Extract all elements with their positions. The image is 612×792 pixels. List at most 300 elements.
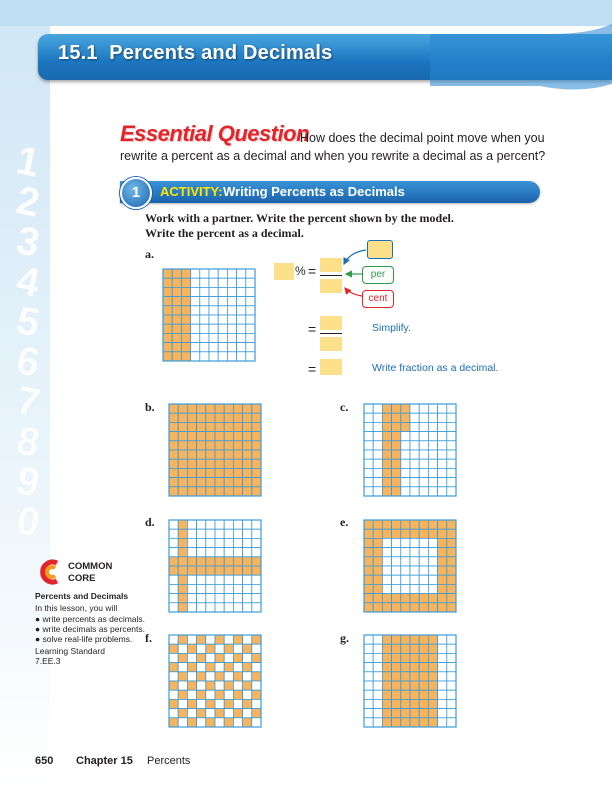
simplified-numerator-box[interactable] <box>320 316 342 330</box>
grid-cell <box>215 709 224 718</box>
grid-cell <box>373 690 382 699</box>
grid-cell <box>237 343 246 352</box>
grid-cell <box>419 644 428 653</box>
grid-cell <box>169 566 178 575</box>
grid-cell <box>224 441 233 450</box>
grid-cell <box>373 575 382 584</box>
grid-cell <box>163 333 172 342</box>
grid-cell <box>215 529 224 538</box>
grid-cell <box>209 287 218 296</box>
grid-cell <box>169 487 178 496</box>
grid-cell <box>181 306 190 315</box>
grid-cell <box>392 699 401 708</box>
grid-cell <box>197 644 206 653</box>
grid-cell <box>392 529 401 538</box>
grid-cell <box>252 672 261 681</box>
grid-cell <box>169 478 178 487</box>
grid-cell <box>246 343 255 352</box>
grid-cell <box>243 566 252 575</box>
grid-cell <box>206 538 215 547</box>
grid-cell <box>419 709 428 718</box>
grid-cell <box>218 306 227 315</box>
grid-cell <box>187 548 196 557</box>
grid-cell <box>233 681 242 690</box>
grid-cell <box>218 352 227 361</box>
grid-cell <box>373 450 382 459</box>
grid-cell <box>401 459 410 468</box>
grid-cell <box>447 557 456 566</box>
grid-cell <box>187 566 196 575</box>
grid-cell <box>252 432 261 441</box>
grid-cell <box>252 487 261 496</box>
grid-cell <box>392 718 401 727</box>
decimal-note: Write fraction as a decimal. <box>372 362 499 374</box>
grid-cell <box>215 404 224 413</box>
grid-cell <box>224 699 233 708</box>
common-core-logo-icon <box>35 557 65 587</box>
grid-cell <box>252 594 261 603</box>
grid-cell <box>233 594 242 603</box>
grid-cell <box>392 603 401 612</box>
grid-cell <box>428 468 437 477</box>
grid-cell <box>428 548 437 557</box>
grid-cell <box>392 557 401 566</box>
percent-sign: % <box>295 264 306 278</box>
grid-cell <box>178 575 187 584</box>
grid-cell <box>206 584 215 593</box>
grid-cell <box>243 644 252 653</box>
grid-cell <box>364 653 373 662</box>
grid-cell <box>191 306 200 315</box>
grid-cell <box>392 690 401 699</box>
grid-cell <box>237 324 246 333</box>
grid-cell <box>237 333 246 342</box>
grid-cell <box>419 450 428 459</box>
grid-cell <box>227 315 236 324</box>
grid-cell <box>392 681 401 690</box>
equals-sign-1: = <box>308 263 317 279</box>
grid-cell <box>206 468 215 477</box>
grid-cell <box>392 663 401 672</box>
activity-title: Writing Percents as Decimals <box>223 184 405 199</box>
grid-cell <box>382 548 391 557</box>
grid-cell <box>364 584 373 593</box>
grid-cell <box>428 450 437 459</box>
grid-cell <box>215 478 224 487</box>
grid-cell <box>218 297 227 306</box>
grid-cell <box>169 681 178 690</box>
grid-cell <box>169 603 178 612</box>
grid-cell <box>215 432 224 441</box>
grid-cell <box>401 520 410 529</box>
grid-cell <box>191 315 200 324</box>
grid-cell <box>364 441 373 450</box>
grid-cell <box>447 404 456 413</box>
grid-cell <box>206 422 215 431</box>
grid-cell <box>252 690 261 699</box>
grid-cell <box>243 690 252 699</box>
grid-cell <box>364 575 373 584</box>
grid-cell <box>410 487 419 496</box>
grid-cell <box>178 663 187 672</box>
grid-cell <box>419 548 428 557</box>
grid-cell <box>447 584 456 593</box>
grid-cell <box>410 468 419 477</box>
grid-cell <box>401 663 410 672</box>
grid-cell <box>392 709 401 718</box>
side-digit: 3 <box>12 218 44 266</box>
simplify-note: Simplify. <box>372 322 411 334</box>
fraction-bar-2 <box>320 333 342 334</box>
grid-cell <box>428 672 437 681</box>
grid-cell <box>197 422 206 431</box>
grid-cell <box>178 468 187 477</box>
grid-cell <box>224 653 233 662</box>
grid-cell <box>169 718 178 727</box>
grid-cell <box>373 709 382 718</box>
grid-cell <box>206 635 215 644</box>
part-label-a: a. <box>145 247 154 261</box>
grid-cell <box>233 672 242 681</box>
grid-cell <box>224 450 233 459</box>
grid-cell <box>163 306 172 315</box>
grid-cell <box>392 441 401 450</box>
lesson-number: 15.1 <box>58 42 98 64</box>
grid-cell <box>206 718 215 727</box>
grid-cell <box>233 690 242 699</box>
grid-cell <box>215 557 224 566</box>
grid-cell <box>401 681 410 690</box>
grid-cell <box>233 422 242 431</box>
grid-cell <box>233 478 242 487</box>
grid-cell <box>169 709 178 718</box>
grid-cell <box>178 566 187 575</box>
grid-cell <box>382 635 391 644</box>
hundred-grid-d <box>168 519 262 613</box>
simplified-denominator-box[interactable] <box>320 337 342 351</box>
grid-cell <box>392 422 401 431</box>
grid-cell <box>373 566 382 575</box>
grid-cell <box>382 644 391 653</box>
grid-cell <box>233 404 242 413</box>
grid-cell <box>218 324 227 333</box>
grid-cell <box>200 333 209 342</box>
grid-cell <box>410 709 419 718</box>
grid-cell <box>237 278 246 287</box>
grid-cell <box>197 404 206 413</box>
grid-cell <box>191 278 200 287</box>
grid-cell <box>200 324 209 333</box>
grid-cell <box>191 333 200 342</box>
grid-cell <box>163 269 172 278</box>
grid-cell <box>224 672 233 681</box>
cc-standard-code: 7.EE.3 <box>35 656 61 666</box>
grid-cell <box>169 663 178 672</box>
grid-cell <box>410 432 419 441</box>
grid-cell <box>410 520 419 529</box>
grid-cell <box>187 681 196 690</box>
grid-cell <box>172 297 181 306</box>
grid-cell <box>252 478 261 487</box>
decimal-answer-box[interactable] <box>320 359 342 375</box>
grid-cell <box>364 603 373 612</box>
grid-cell <box>392 548 401 557</box>
grid-cell <box>419 487 428 496</box>
grid-cell <box>169 690 178 699</box>
grid-cell <box>410 566 419 575</box>
grid-cell <box>187 413 196 422</box>
grid-cell <box>200 315 209 324</box>
grid-cell <box>373 635 382 644</box>
grid-cell <box>224 468 233 477</box>
grid-cell <box>364 468 373 477</box>
grid-cell <box>438 529 447 538</box>
grid-cell <box>224 584 233 593</box>
grid-cell <box>224 459 233 468</box>
grid-cell <box>243 520 252 529</box>
side-digit: 5 <box>12 298 44 346</box>
grid-cell <box>438 709 447 718</box>
part-label-c: c. <box>340 400 349 414</box>
grid-cell <box>215 653 224 662</box>
grid-cell <box>172 315 181 324</box>
grid-cell <box>401 538 410 547</box>
grid-cell <box>428 413 437 422</box>
grid-cell <box>163 324 172 333</box>
grid-cell <box>172 306 181 315</box>
grid-cell <box>227 287 236 296</box>
grid-cell <box>447 644 456 653</box>
grid-cell <box>373 594 382 603</box>
grid-cell <box>246 333 255 342</box>
grid-cell <box>215 566 224 575</box>
grid-cell <box>392 653 401 662</box>
grid-cell <box>206 441 215 450</box>
grid-cell <box>215 413 224 422</box>
grid-cell <box>392 635 401 644</box>
grid-cell <box>438 575 447 584</box>
grid-cell <box>438 690 447 699</box>
grid-cell <box>438 404 447 413</box>
grid-cell <box>178 404 187 413</box>
grid-cell <box>233 699 242 708</box>
grid-cell <box>187 575 196 584</box>
grid-cell <box>206 450 215 459</box>
grid-cell <box>438 432 447 441</box>
grid-cell <box>252 404 261 413</box>
grid-cell <box>392 459 401 468</box>
grid-cell <box>163 315 172 324</box>
grid-cell <box>169 529 178 538</box>
grid-cell <box>224 681 233 690</box>
grid-cell <box>237 297 246 306</box>
grid-cell <box>410 672 419 681</box>
grid-cell <box>382 699 391 708</box>
grid-cell <box>169 635 178 644</box>
grid-cell <box>233 603 242 612</box>
grid-cell <box>392 478 401 487</box>
grid-cell <box>178 487 187 496</box>
grid-cell <box>227 333 236 342</box>
grid-cell <box>447 468 456 477</box>
grid-cell <box>178 478 187 487</box>
grid-cell <box>252 644 261 653</box>
grid-cell <box>373 663 382 672</box>
grid-cell <box>373 644 382 653</box>
grid-cell <box>218 333 227 342</box>
grid-cell <box>252 529 261 538</box>
grid-cell <box>419 653 428 662</box>
grid-cell <box>163 352 172 361</box>
grid-cell <box>410 603 419 612</box>
grid-cell <box>209 333 218 342</box>
grid-cell <box>187 557 196 566</box>
grid-cell <box>181 315 190 324</box>
grid-cell <box>224 548 233 557</box>
grid-cell <box>428 404 437 413</box>
header-background <box>0 0 612 26</box>
grid-cell <box>252 413 261 422</box>
grid-cell <box>364 487 373 496</box>
grid-cell <box>364 690 373 699</box>
grid-cell <box>438 699 447 708</box>
grid-cell <box>233 529 242 538</box>
grid-cell <box>419 635 428 644</box>
grid-cell <box>233 487 242 496</box>
grid-cell <box>447 520 456 529</box>
grid-cell <box>197 594 206 603</box>
grid-cell <box>187 603 196 612</box>
grid-cell <box>428 718 437 727</box>
grid-cell <box>200 278 209 287</box>
grid-cell <box>243 468 252 477</box>
grid-cell <box>178 594 187 603</box>
hundred-grid-c <box>363 403 457 497</box>
grid-cell <box>197 548 206 557</box>
hundred-grid-a <box>162 268 256 362</box>
grid-cell <box>197 718 206 727</box>
grid-cell <box>373 520 382 529</box>
percent-answer-box[interactable] <box>274 263 294 280</box>
grid-cell <box>373 699 382 708</box>
per-tag: per <box>362 266 394 284</box>
grid-cell <box>364 557 373 566</box>
grid-cell <box>215 575 224 584</box>
grid-cell <box>178 441 187 450</box>
grid-cell <box>218 287 227 296</box>
grid-cell <box>209 343 218 352</box>
grid-cell <box>428 422 437 431</box>
side-digit: 1 <box>12 138 44 186</box>
grid-cell <box>438 487 447 496</box>
grid-cell <box>169 594 178 603</box>
grid-cell <box>252 699 261 708</box>
grid-cell <box>419 584 428 593</box>
grid-cell <box>233 413 242 422</box>
grid-cell <box>401 548 410 557</box>
grid-cell <box>197 478 206 487</box>
grid-cell <box>419 699 428 708</box>
grid-cell <box>428 566 437 575</box>
grid-cell <box>438 681 447 690</box>
grid-cell <box>401 566 410 575</box>
grid-cell <box>419 690 428 699</box>
grid-cell <box>200 297 209 306</box>
grid-cell <box>438 478 447 487</box>
grid-cell <box>187 635 196 644</box>
grid-cell <box>382 584 391 593</box>
grid-cell <box>410 681 419 690</box>
grid-cell <box>215 690 224 699</box>
grid-cell <box>206 529 215 538</box>
grid-cell <box>243 548 252 557</box>
grid-cell <box>215 538 224 547</box>
grid-cell <box>206 575 215 584</box>
grid-cell <box>224 575 233 584</box>
grid-cell <box>233 468 242 477</box>
grid-cell <box>252 635 261 644</box>
grid-cell <box>243 653 252 662</box>
grid-cell <box>172 287 181 296</box>
grid-cell <box>227 269 236 278</box>
grid-cell <box>410 422 419 431</box>
grid-cell <box>428 635 437 644</box>
grid-cell <box>206 478 215 487</box>
grid-cell <box>187 404 196 413</box>
grid-cell <box>438 594 447 603</box>
part-label-b: b. <box>145 400 155 414</box>
grid-cell <box>181 333 190 342</box>
grid-cell <box>401 487 410 496</box>
grid-cell <box>218 269 227 278</box>
grid-cell <box>224 404 233 413</box>
grid-cell <box>243 450 252 459</box>
grid-cell <box>373 557 382 566</box>
grid-cell <box>224 422 233 431</box>
grid-cell <box>428 653 437 662</box>
grid-cell <box>243 478 252 487</box>
grid-cell <box>419 538 428 547</box>
grid-cell <box>382 487 391 496</box>
grid-cell <box>364 413 373 422</box>
grid-cell <box>364 718 373 727</box>
grid-cell <box>410 690 419 699</box>
grid-cell <box>206 594 215 603</box>
grid-cell <box>224 487 233 496</box>
grid-cell <box>224 557 233 566</box>
grid-cell <box>227 278 236 287</box>
grid-cell <box>252 566 261 575</box>
grid-cell <box>224 520 233 529</box>
grid-cell <box>187 450 196 459</box>
grid-cell <box>428 709 437 718</box>
grid-cell <box>419 422 428 431</box>
grid-cell <box>410 404 419 413</box>
grid-cell <box>197 690 206 699</box>
grid-cell <box>169 575 178 584</box>
grid-cell <box>172 324 181 333</box>
grid-cell <box>209 278 218 287</box>
grid-cell <box>215 681 224 690</box>
grid-cell <box>364 520 373 529</box>
grid-cell <box>410 584 419 593</box>
grid-cell <box>197 635 206 644</box>
grid-cell <box>447 635 456 644</box>
grid-cell <box>224 603 233 612</box>
grid-cell <box>410 441 419 450</box>
grid-cell <box>364 459 373 468</box>
grid-cell <box>438 450 447 459</box>
